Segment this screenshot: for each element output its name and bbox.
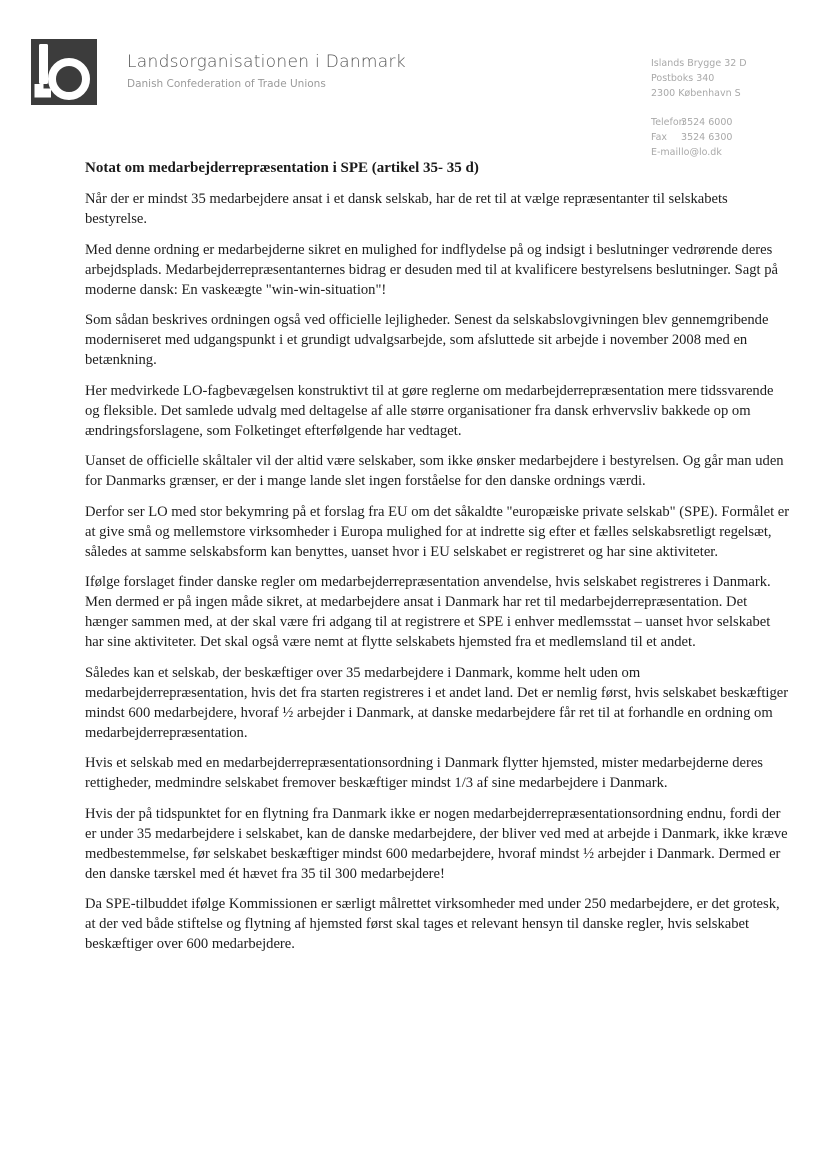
contact-block (651, 56, 826, 160)
address-line: Islands Brygge 32 D (651, 58, 747, 69)
paragraph: Hvis der på tidspunktet for en flytning fra Danmark ikke er nogen medarbejderrepræsentationsordning endnu, fordi der er under 35 medarbejdere i selskabet, kan de danske medarbejdere, der bliver ved med at arbejde i Danmark, ikke kræve medbestemmelse, før selskabet beskæftiger mindst 600 medarbejdere, hvoraf mindst ½ arbejder i Danmark. Dermed er den danske tærskel med ét hævet fra 35 til 300 medarbejdere! (85, 805, 788, 882)
paragraph: Når der er mindst 35 medarbejdere ansat i et dansk selskab, har de ret til at vælge repræsentanter til selskabets bestyrelse. (85, 191, 728, 227)
fax-line (651, 130, 826, 145)
paragraph: Ifølge forslaget finder danske regler om medarbejderrepræsentation anvendelse, hvis selskabet registreres i Danmark. Men dermed er på ingen måde sikret, at medarbejdere ansat i Danmark har ret til medarbejderrepræsentation. Det hænger sammen med, at der skal være fri adgang til at registrere et SPE i enhver medlemsstat – uanset hvor selskabet har sine aktiviteter. Det skal også være nemt at flytte selskabets hjemsted fra et medlemsland til et andet. (85, 574, 771, 650)
organization-name: Landsorganisationen i Danmark (127, 52, 406, 72)
paragraph: Med denne ordning er medarbejderne sikret en mulighed for indflydelse på og indsigt i beslutninger vedrørende deres arbejdsplads. Medarbejderrepræsentanternes bidrag er desuden med til at kvalificere bestyrelsens beslutninger. Sagt på moderne dansk: En vaskeægte "win-win-situation"! (85, 241, 778, 298)
document-body (85, 189, 790, 965)
email-value: lo@lo.dk (681, 147, 722, 158)
paragraph: Således kan et selskab, der beskæftiger over 35 medarbejdere i Danmark, komme helt uden om medarbejderrepræsentation, hvis det fra starten registreres i et andet land. Det er nemlig først, hvis selskabet beskæftiger mindst 600 medarbejdere, hvoraf ½ arbejder i Danmark, at danske medarbejdere får ret til at forhandle en ordning om medarbejderrepræsentation. (85, 664, 789, 741)
address-line: 2300 København S (651, 88, 741, 99)
fax-label: Fax (651, 132, 668, 143)
phone-value: 3524 6000 (681, 117, 733, 128)
email-label: E-mail (651, 147, 681, 158)
paragraph: Derfor ser LO med stor bekymring på et forslag fra EU om det såkaldte "europæiske private selskab" (SPE). Formålet er at give små og mellemstore virksomheder i Europa mulighed for at indrette sig efter et fælles selskabsretligt regelsæt, således at samme selskabsform kan benyttes, uanset hvor i EU selskabet er registreret og har sine aktiviteter. (85, 503, 790, 560)
organization-subtitle: Danish Confederation of Trade Unions (127, 78, 326, 90)
address-line: Postboks 340 (651, 73, 715, 84)
phone-line (651, 115, 826, 130)
email-line (651, 145, 826, 160)
paragraph: Som sådan beskrives ordningen også ved officielle lejligheder. Senest da selskabslovgivningen blev gennemgribende moderniseret med udgangspunkt i et grundigt udvalgsarbejde, som afsluttede sit arbejde i november 2008 med en betænkning. (85, 312, 769, 368)
lo-logo-icon (31, 39, 97, 105)
fax-value: 3524 6300 (681, 132, 733, 143)
paragraph: Uanset de officielle skåltaler vil der altid være selskaber, som ikke ønsker medarbejdere i bestyrelsen. Og går man uden for Danmarks grænser, er der i mange lande slet ingen forståelse for den danske ordnings værdi. (85, 453, 784, 489)
phone-label: Telefon (651, 117, 685, 128)
lo-logo (31, 39, 97, 105)
paragraph: Hvis et selskab med en medarbejderrepræsentationsordning i Danmark flytter hjemsted, mister medarbejderne deres rettigheder, medmindre selskabet fremover beskæftiger mindst 1/3 af sine medarbejdere i Danmark. (85, 755, 763, 791)
document-title: Notat om medarbejderrepræsentation i SPE (artikel 35- 35 d) (85, 160, 479, 176)
paragraph: Da SPE-tilbuddet ifølge Kommissionen er særligt målrettet virksomheder med under 250 medarbejdere, er det grotesk, at der ved både stiftelse og flytning af hjemsted først skal tages et relevant hensyn til danske regler, hvis selskabet beskæftiger over 600 medarbejdere. (85, 896, 780, 952)
paragraph: Her medvirkede LO-fagbevægelsen konstruktivt til at gøre reglerne om medarbejderrepræsentation mere tidssvarende og fleksible. Det samlede udvalg med deltagelse af alle større organisationer fra dansk erhvervsliv bakkede op om ændringsforslagene, som Folketinget efterfølgende har vedtaget. (85, 382, 774, 439)
